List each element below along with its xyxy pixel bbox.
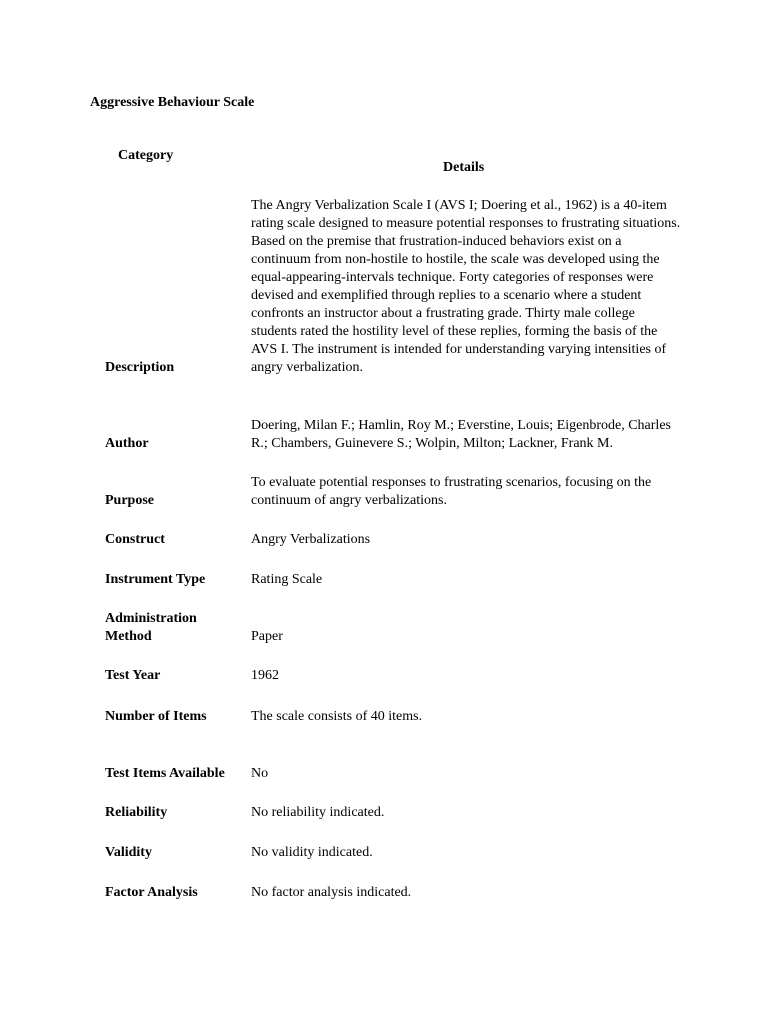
row-value: No factor analysis indicated. bbox=[251, 885, 412, 900]
row-description bbox=[0, 199, 768, 377]
row-instrument-type bbox=[0, 571, 768, 589]
row-label: Description bbox=[105, 360, 175, 375]
row-author bbox=[0, 399, 768, 453]
row-label: Reliability bbox=[105, 805, 168, 820]
row-value: 1962 bbox=[251, 668, 279, 683]
row-value: Paper bbox=[251, 629, 283, 644]
row-label: Validity bbox=[105, 845, 152, 860]
row-validity bbox=[0, 844, 768, 862]
row-value: Rating Scale bbox=[251, 572, 323, 587]
row-value: To evaluate potential responses to frustrating scenarios, focusing on the continuum of angry verbalizations. bbox=[251, 475, 652, 508]
row-test-items-available bbox=[0, 747, 768, 783]
row-label: Number of Items bbox=[105, 709, 207, 724]
row-label: Factor Analysis bbox=[105, 885, 198, 900]
row-value: Angry Verbalizations bbox=[251, 532, 371, 547]
row-number-of-items bbox=[0, 708, 768, 726]
row-value: No reliability indicated. bbox=[251, 805, 385, 820]
row-label: Test Items Available bbox=[105, 766, 225, 781]
row-reliability bbox=[0, 804, 768, 822]
row-value: The Angry Verbalization Scale I (AVS I; Doering et al., 1962) is a 40-item rating scale designed to measure potential responses to frustrating situations. Based on the premise that frustration-induced behaviors exist on a continuum from non-hostile to hostile, the scale was developed using the equal-appearing-intervals technique. Forty categories of responses were devised and exemplified through replies to a scenario where a student confronts an instructor about a frustrating grade. Thirty male college students rated the hostility level of these replies, forming the basis of the AVS I. The instrument is intended for understanding varying intensities of angry verbalization. bbox=[251, 198, 681, 375]
row-administration-method bbox=[0, 610, 768, 646]
row-label: Author bbox=[105, 436, 149, 451]
row-label: Administration Method bbox=[105, 611, 197, 644]
row-label: Test Year bbox=[105, 668, 161, 683]
row-label: Instrument Type bbox=[105, 572, 206, 587]
row-value: No validity indicated. bbox=[251, 845, 373, 860]
row-factor-analysis bbox=[0, 884, 768, 902]
row-purpose bbox=[0, 474, 768, 510]
row-value: Doering, Milan F.; Hamlin, Roy M.; Everstine, Louis; Eigenbrode, Charles R.; Chambers, Guinevere S.; Wolpin, Milton; Lackner, Frank M. bbox=[251, 418, 671, 451]
row-value: No bbox=[251, 766, 269, 781]
details-header: Details bbox=[443, 160, 485, 175]
row-value: The scale consists of 40 items. bbox=[251, 709, 423, 724]
row-label: Construct bbox=[105, 532, 165, 547]
row-label: Purpose bbox=[105, 493, 154, 508]
row-construct bbox=[0, 531, 768, 549]
category-header: Category bbox=[118, 148, 174, 163]
document-title: Aggressive Behaviour Scale bbox=[90, 95, 255, 110]
row-test-year bbox=[0, 667, 768, 685]
